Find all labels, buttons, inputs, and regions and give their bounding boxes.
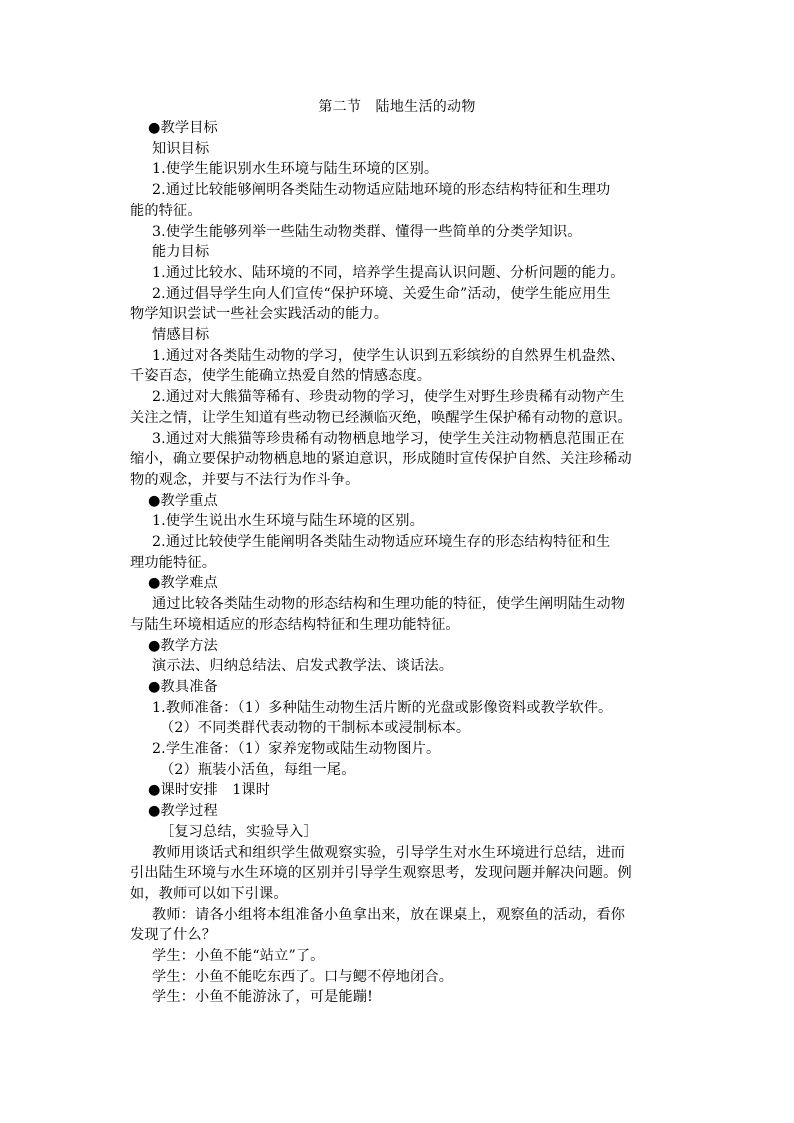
text-line: 3.通过对大熊猫等珍贵稀有动物栖息地学习，使学生关注动物栖息范围正在 — [152, 430, 625, 447]
text-line: 物的观念，并要与不法行为作斗争。 — [130, 471, 360, 488]
text-line: ［复习总结，实验导入］ — [160, 823, 318, 840]
text-line: 1.通过比较水、陆环境的不同，培养学生提高认识问题、分析问题的能力。 — [152, 264, 625, 281]
text-line: 理功能特征。 — [130, 554, 217, 571]
text-line: 1.使学生说出水生环境与陆生环境的区别。 — [152, 513, 424, 530]
text-line: 能力目标 — [152, 244, 210, 261]
text-line: 2.通过比较使学生能阐明各类陆生动物适应环境生存的形态结构特征和生 — [152, 534, 611, 550]
text-line: 通过比较各类陆生动物的形态结构和生理功能的特征，使学生阐明陆生动物 — [152, 596, 626, 613]
text-line: 2.通过倡导学生向人们宣传“保护环境、关爱生命”活动，使学生能应用生 — [152, 285, 611, 302]
text-line: 教师：请各小组将本组准备小鱼拿出来，放在课桌上，观察鱼的活动，看你 — [152, 906, 626, 923]
text-line: 如，教师可以如下引课。 — [130, 885, 288, 902]
text-line: 2.通过比较能够阐明各类陆生动物适应陆地环境的形态结构特征和生理功 — [152, 182, 611, 199]
text-line: 演示法、归纳总结法、启发式教学法、谈话法。 — [152, 658, 454, 675]
text-line: ●教学过程 — [148, 803, 218, 820]
text-line: ●课时安排 1课时 — [148, 782, 271, 799]
text-line: 学生：小鱼不能游泳了，可是能蹦! — [152, 989, 373, 1006]
text-line: 情感目标 — [152, 327, 210, 343]
text-line: （2）瓶装小活鱼，每组一尾。 — [160, 761, 356, 778]
text-line: 物学知识尝试一些社会实践活动的能力。 — [130, 306, 389, 323]
text-line: 教师用谈话式和组织学生做观察实验，引导学生对水生环境进行总结，进而 — [152, 844, 626, 861]
text-line: 与陆生环境相适应的形态结构特征和生理功能特征。 — [130, 616, 460, 633]
text-line: 2.学生准备：（1）家养宠物或陆生动物图片。 — [152, 741, 441, 757]
text-line: 3.使学生能够列举一些陆生动物类群、懂得一些简单的分类学知识。 — [152, 223, 582, 240]
text-line: 1.通过对各类陆生动物的学习，使学生认识到五彩缤纷的自然界生机盎然、 — [152, 347, 625, 364]
text-line: 缩小，确立要保护动物栖息地的紧迫意识，形成随时宣传保护自然、关注珍稀动 — [130, 451, 632, 468]
text-line: ●教学难点 — [148, 575, 218, 592]
section-title: 第二节 陆地生活的动物 — [318, 99, 476, 115]
text-line: ●教学方法 — [148, 637, 218, 654]
text-line: 2.通过对大熊猫等稀有、珍贵动物的学习，使学生对野生珍贵稀有动物产生 — [152, 389, 625, 406]
text-line: 学生：小鱼不能吃东西了。口与鳃不停地闭合。 — [152, 968, 454, 985]
text-line: 1.使学生能识别水生环境与陆生环境的区别。 — [152, 161, 439, 178]
text-line: 能的特征。 — [130, 202, 202, 219]
text-line: 发现了什么？ — [130, 927, 217, 944]
text-line: 关注之情，让学生知道有些动物已经濒临灭绝，唤醒学生保护稀有动物的意识。 — [130, 409, 632, 426]
text-line: 引出陆生环境与水生环境的区别并引导学生观察思考，发现问题并解决问题。例 — [130, 865, 632, 882]
text-line: ●教具准备 — [148, 678, 218, 695]
text-line: 1.教师准备：（1）多种陆生动物生活片断的光盘或影像资料或教学软件。 — [152, 699, 613, 716]
text-line: 知识目标 — [152, 140, 210, 157]
text-line: ●教学目标 — [148, 120, 218, 136]
text-line: 千姿百态，使学生能确立热爱自然的情感态度。 — [130, 368, 432, 385]
text-line: （2）不同类群代表动物的干制标本或浸制标本。 — [160, 720, 471, 737]
text-line: ●教学重点 — [148, 492, 218, 509]
text-line: 学生：小鱼不能“站立”了。 — [152, 948, 325, 964]
